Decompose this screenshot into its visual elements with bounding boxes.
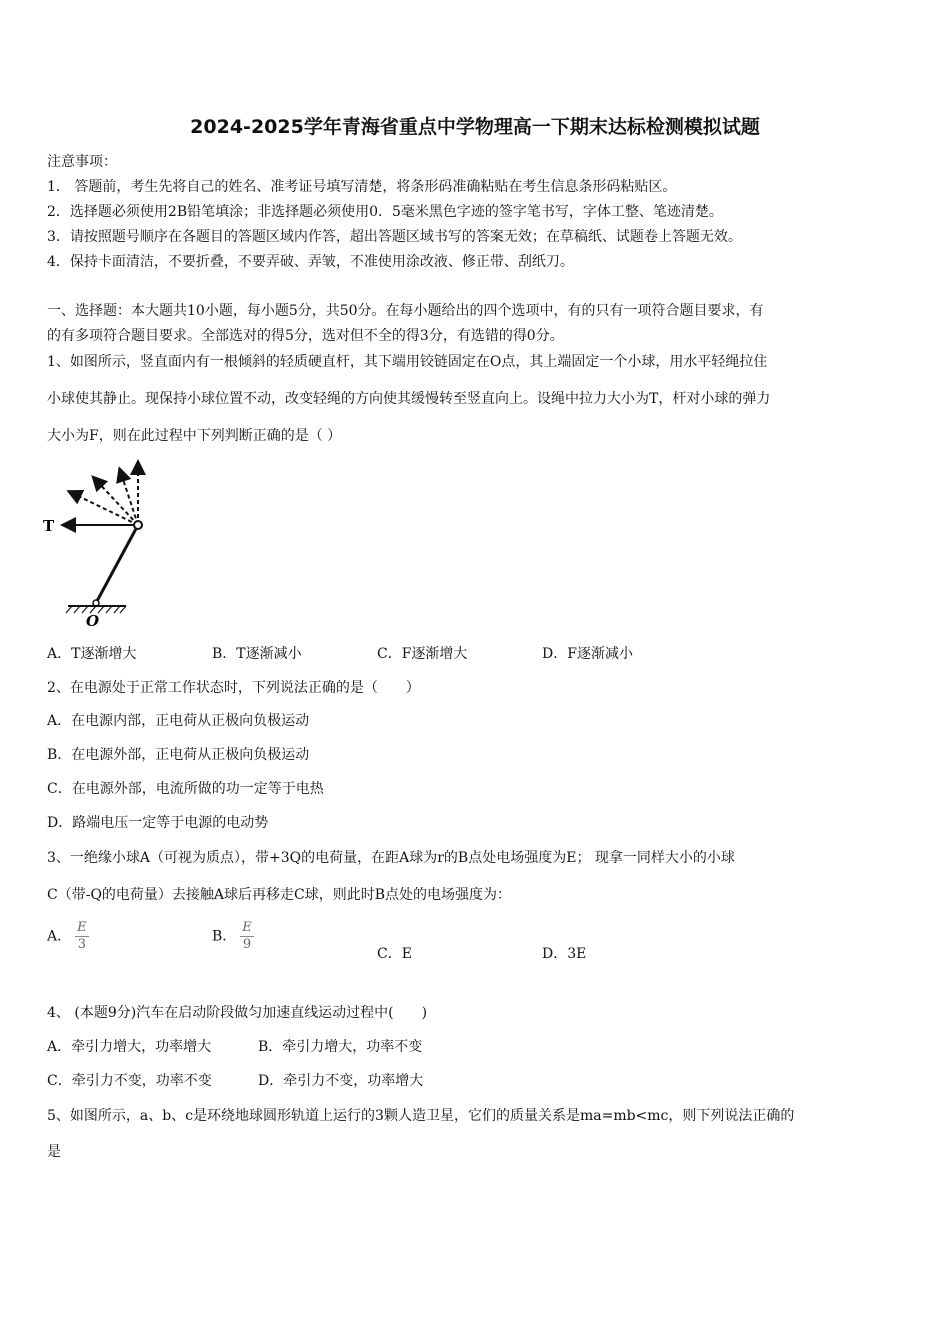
fraction-e-over-9 — [240, 920, 254, 953]
q1-figure — [40, 455, 170, 630]
q3-option-b-label: B． — [212, 928, 237, 945]
q5-stem-line-2: 是 — [47, 1144, 61, 1160]
q3-option-a[interactable] — [47, 920, 89, 953]
q3-option-c[interactable]: C．E — [377, 946, 412, 962]
q3-stem-line-1: 3、一绝缘小球A（可视为质点），带+3Q的电荷量，在距A球为r的B点处电场强度为E； 现拿一同样大小的小球 — [47, 850, 735, 866]
label-O: O — [86, 612, 100, 630]
q4-stem: 4、 (本题9分)汽车在启动阶段做匀加速直线运动过程中( ) — [47, 1005, 428, 1021]
ball — [134, 521, 142, 529]
fraction-denominator: 9 — [242, 937, 252, 952]
notice-item-1: 1． 答题前，考生先将自己的姓名、准考证号填写清楚，将条形码准确粘贴在考生信息条形码粘贴区。 — [47, 179, 677, 195]
fraction-e-over-3 — [75, 920, 89, 953]
page-title: 2024-2025学年青海省重点中学物理高一下期末达标检测模拟试题 — [190, 116, 760, 138]
q5-stem-line-1: 5、如图所示，a、b、c是环绕地球圆形轨道上运行的3颗人造卫星，它们的质量关系是ma=mb<mc，则下列说法正确的 — [47, 1108, 795, 1124]
notice-item-2: 2．选择题必须使用2B铅笔填涂；非选择题必须使用0．5毫米黑色字迹的签字笔书写，字体工整、笔迹清楚。 — [47, 204, 723, 220]
q4-option-c[interactable]: C．牵引力不变，功率不变 — [47, 1073, 212, 1089]
q2-option-b[interactable]: B．在电源外部，正电荷从正极向负极运动 — [47, 747, 310, 763]
q2-option-d[interactable]: D．路端电压一定等于电源的电动势 — [47, 815, 269, 831]
q4-option-a[interactable]: A．牵引力增大，功率增大 — [47, 1039, 212, 1055]
q3-stem-line-2: C（带-Q的电荷量）去接触A球后再移走C球，则此时B点处的电场强度为： — [47, 887, 512, 903]
q4-option-d[interactable]: D．牵引力不变，功率增大 — [258, 1073, 424, 1089]
fraction-numerator: E — [77, 920, 87, 935]
fraction-numerator: E — [242, 920, 252, 935]
section1-line-1: 一、选择题：本大题共10小题，每小题5分，共50分。在每小题给出的四个选项中，有的只有一项符合题目要求，有 — [47, 303, 764, 319]
fraction-denominator: 3 — [77, 937, 87, 952]
q2-stem: 2、在电源处于正常工作状态时，下列说法正确的是（ ） — [47, 680, 420, 696]
notice-item-3: 3．请按照题号顺序在各题目的答题区域内作答，超出答题区域书写的答案无效；在草稿纸、试题卷上答题无效。 — [47, 229, 742, 245]
label-T: T — [43, 517, 55, 535]
q3-option-b[interactable] — [212, 920, 254, 953]
q1-option-d[interactable]: D．F逐渐减小 — [542, 646, 633, 662]
q3-option-a-label: A． — [47, 928, 72, 945]
rigid-rod — [96, 525, 138, 603]
q1-option-c[interactable]: C．F逐渐增大 — [377, 646, 468, 662]
q1-option-a[interactable]: A．T逐渐增大 — [47, 646, 137, 662]
notice-item-4: 4．保持卡面清洁，不要折叠，不要弄破、弄皱，不准使用涂改液、修正带、刮纸刀。 — [47, 254, 574, 270]
q3-option-d[interactable]: D．3E — [542, 946, 587, 962]
q1-option-b[interactable]: B．T逐渐减小 — [212, 646, 302, 662]
rope-direction-3 — [94, 478, 138, 525]
section1-line-2: 的有多项符合题目要求。全部选对的得5分，选对但不全的得3分，有选错的得0分。 — [47, 328, 564, 344]
q1-stem-line-1: 1、如图所示，竖直面内有一根倾斜的轻质硬直杆，其下端用铰链固定在O点，其上端固定一个小球，用水平轻绳拉住 — [47, 354, 768, 370]
q1-stem-line-2: 小球使其静止。现保持小球位置不动，改变轻绳的方向使其缓慢转至竖直向上。设绳中拉力大小为T，杆对小球的弹力 — [47, 391, 771, 407]
q2-option-a[interactable]: A．在电源内部，正电荷从正极向负极运动 — [47, 713, 310, 729]
notice-heading: 注意事项： — [47, 154, 117, 170]
q4-option-b[interactable]: B．牵引力增大，功率不变 — [258, 1039, 423, 1055]
q2-option-c[interactable]: C．在电源外部，电流所做的功一定等于电热 — [47, 781, 324, 797]
q1-stem-line-3: 大小为F，则在此过程中下列判断正确的是（ ） — [47, 428, 342, 444]
